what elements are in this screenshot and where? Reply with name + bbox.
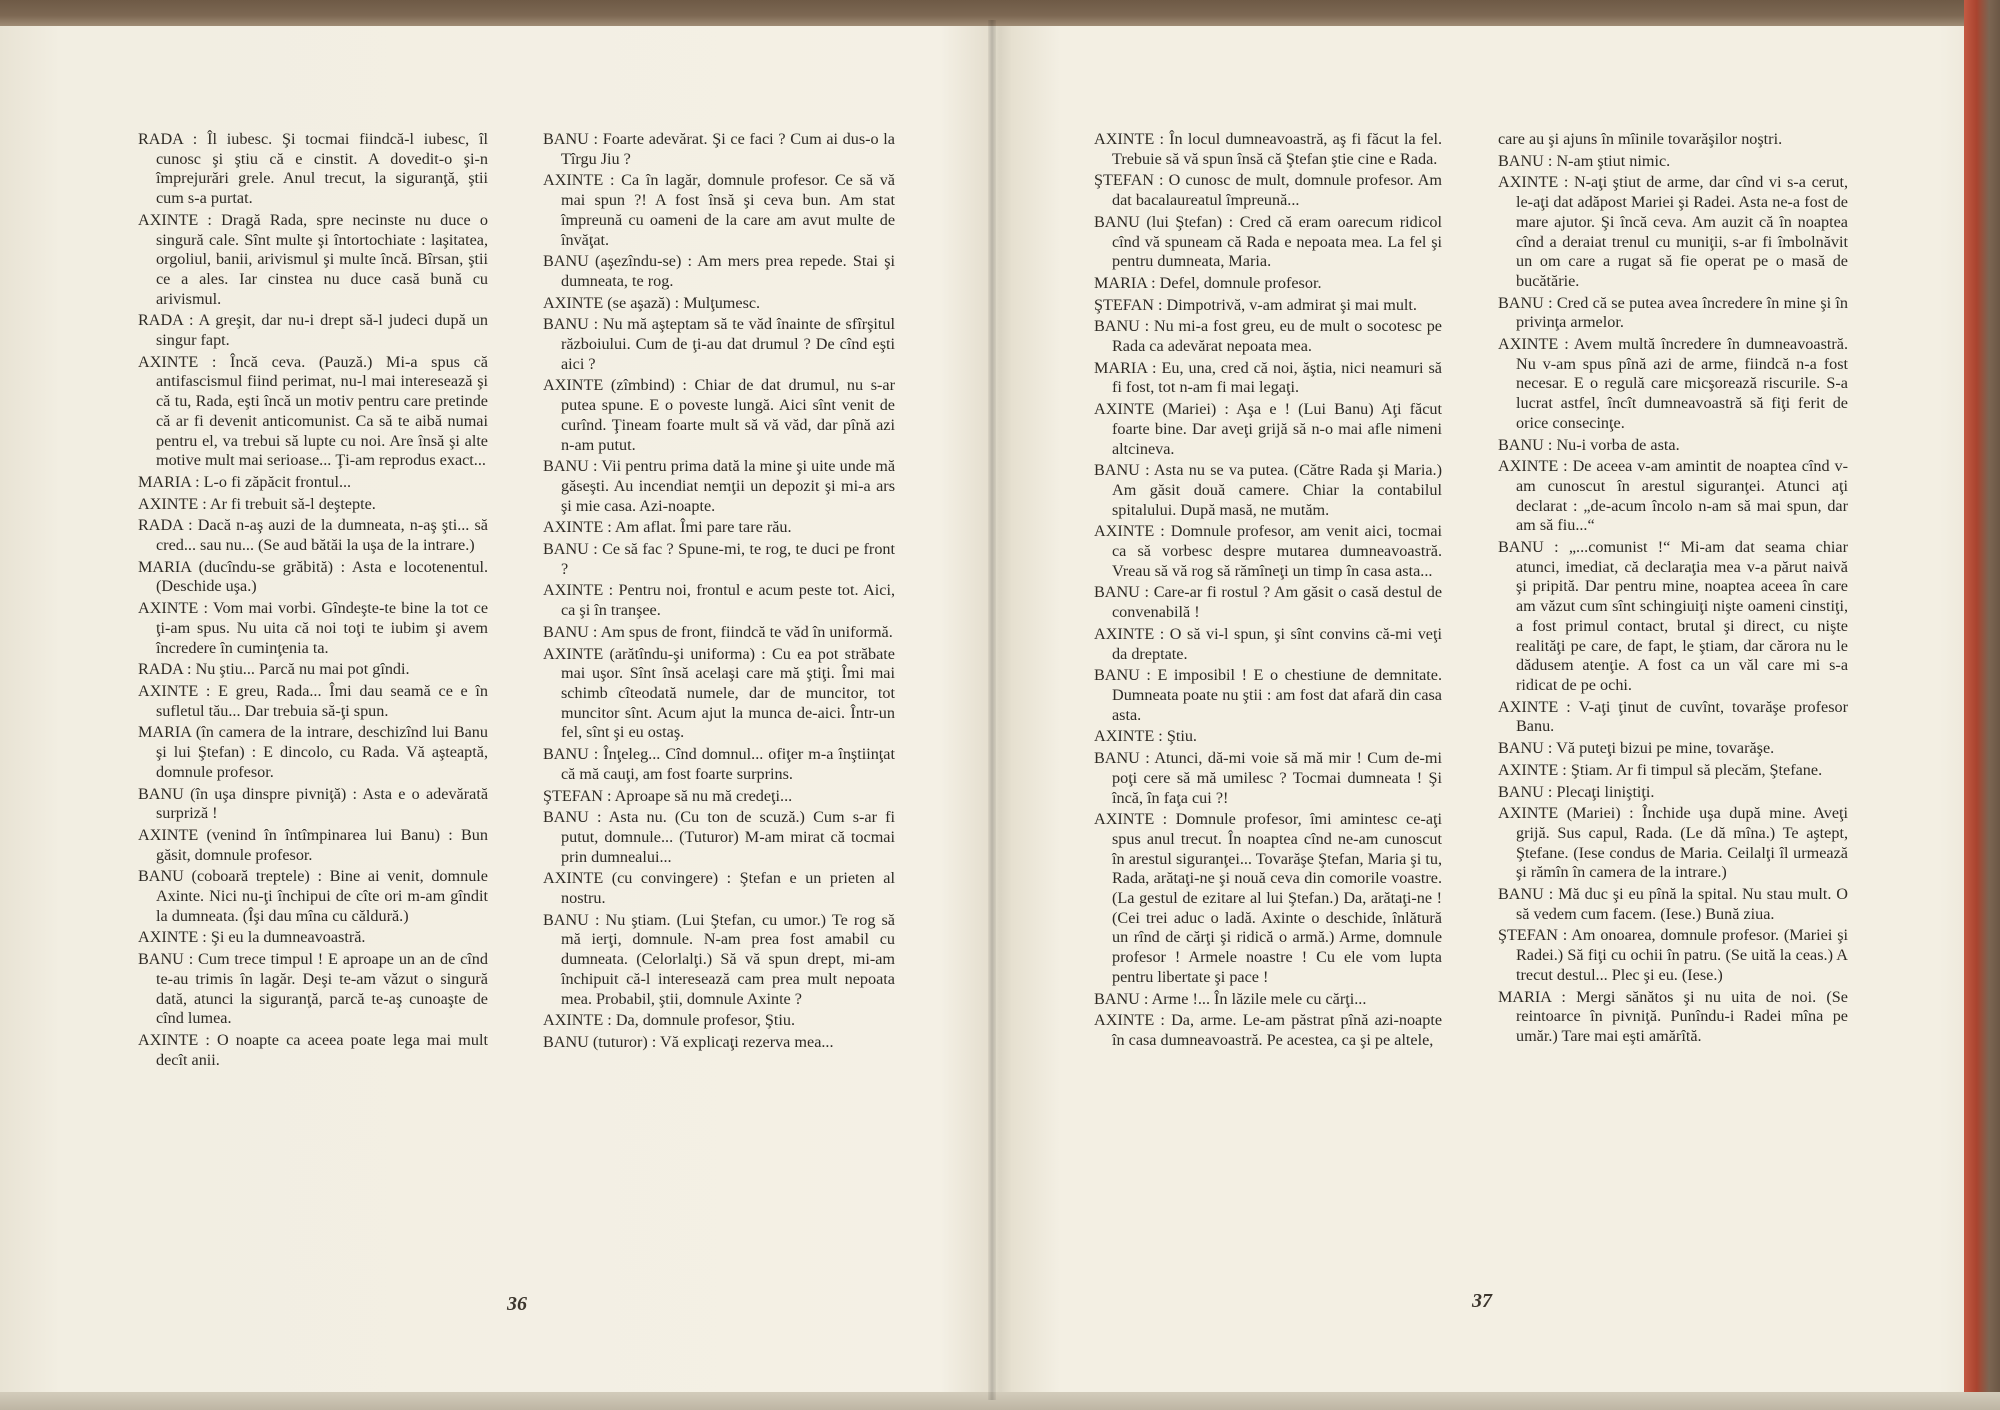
dialogue-paragraph: BANU : Mă duc şi eu pînă la spital. Nu stau mult. O să vedem cum facem. (Iese.) Bună ziua.: [1498, 885, 1848, 923]
dialogue-paragraph: BANU : „...comunist !“ Mi-am dat seama chiar atunci, imediat, că declaraţia mea v-a părut naivă şi pripită. Dar pentru mine, noaptea aceea în care am văzut cum sînt schingiuiţi nişte oameni cinstiţi, a fost primul contact, brutal şi direct, cu nişte realităţi pe care, de fapt, le ştiam, dar cărora nu le dădusem atenţie. A fost ca un văl care mi s-a ridicat de pe ochi.: [1498, 538, 1848, 694]
dialogue-paragraph: AXINTE (venind în întîmpinarea lui Banu) : Bun găsit, domnule profesor.: [138, 825, 488, 864]
dialogue-paragraph: BANU : Nu-i vorba de asta.: [1498, 435, 1680, 454]
dialogue-paragraph: BANU (în uşa dinspre pivniţă) : Asta e o adevărată surpriză !: [138, 784, 488, 823]
page-number: 36: [507, 1293, 527, 1315]
dialogue-paragraph: ŞTEFAN : Dimpotrivă, v-am admirat şi mai mult.: [1094, 295, 1417, 314]
dialogue-paragraph: RADA : Dacă n-aş auzi de la dumneata, n-aş şti... să cred... sau nu... (Se aud bătăi la uşa de la intrare.): [138, 516, 488, 555]
dialogue-paragraph: BANU : N-am ştiut nimic.: [1498, 151, 1671, 170]
dialogue-paragraph: AXINTE (Mariei) : Aşa e ! (Lui Banu) Aţi făcut foarte bine. Dar aveţi grijă să n-o mai afle nimeni altcineva.: [1094, 400, 1442, 458]
dialogue-paragraph: AXINTE : Vom mai vorbi. Gîndeşte-te bine la tot ce ţi-am spus. Nu uita că noi toţi te iubim şi avem încredere în cuminţenia ta.: [138, 599, 488, 657]
dialogue-paragraph: AXINTE : Domnule profesor, îmi amintesc ce-aţi spus anul trecut. În noaptea cînd ne-am cunoscut în arestul siguranţei... Tovarăşe Ştefan, Maria şi tu, Rada, arătaţi-ne şi nouă ceva din comorile voastre. (La gestul de ezitare al lui Ştefan.) Da, arătaţi-ne ! (Cei trei aduc o ladă. Axinte o deschide, înlătură un rînd de cărţi şi ridică o armă.) Arme, domnule profesor ! Armele noastre ! Cu ele vom lupta pentru libertate şi pace !: [1094, 810, 1442, 986]
dialogue-paragraph: BANU (tuturor) : Vă explicaţi rezerva mea...: [543, 1032, 834, 1051]
dialogue-paragraph: AXINTE : E greu, Rada... Îmi dau seamă ce e în sufletul tău... Dar trebuia să-ţi spun.: [138, 681, 488, 720]
dialogue-paragraph: BANU : Nu ştiam. (Lui Ştefan, cu umor.) Te rog să mă ierţi, domnule. N-am prea fost amabil cu dumneata. (Celorlalţi.) Să vă spun drept, mi-am închipuit că-l interesează cam prea mult nepoata mea. Probabil, ştii, domnule Axinte ?: [543, 910, 895, 1008]
dialogue-paragraph: AXINTE : Pentru noi, frontul e acum peste tot. Aici, ca şi în tranşee.: [543, 581, 895, 620]
dialogue-paragraph: MARIA (ducîndu-se grăbită) : Asta e locotenentul. (Deschide uşa.): [138, 557, 488, 596]
dialogue-paragraph: AXINTE : N-aţi ştiut de arme, dar cînd vi s-a cerut, le-aţi dat adăpost Mariei şi Radei. Asta ne-a fost de mare ajutor. Şi încă ceva. Am auzit că în noaptea cînd a deraiat trenul cu muniţii, s-ar fi îmbolnăvit un om care a rugat să fie operat pe o masă de bucătărie.: [1498, 173, 1848, 290]
dialogue-paragraph: AXINTE (arătîndu-şi uniforma) : Cu ea pot străbate mai uşor. Sînt însă acelaşi care mă ştiţi. Îmi mai schimb cîteodată numele, dar de muncitor, tot muncitor sînt. Acum ajut la munca de-aici. Într-un fel, sînt şi eu ostaş.: [543, 644, 895, 742]
dialogue-paragraph: AXINTE : Avem multă încredere în dumneavoastră. Nu v-am spus pînă azi de arme, fiindcă n-a fost necesar. E o regulă care micşorează riscurile. S-a lucrat astfel, încît dumneavoastră să fiţi ferit de orice consecinţe.: [1498, 335, 1848, 432]
dialogue-paragraph: care au şi ajuns în mîinile tovarăşilor noştri.: [1498, 130, 1783, 148]
dialogue-paragraph: AXINTE : Ştiam. Ar fi timpul să plecăm, Ştefane.: [1498, 760, 1823, 779]
dialogue-paragraph: AXINTE : Ştiu.: [1094, 727, 1197, 746]
book-cover-edge-right: [1964, 0, 2000, 1410]
dialogue-paragraph: BANU : Care-ar fi rostul ? Am găsit o casă destul de convenabilă !: [1094, 583, 1442, 622]
dialogue-paragraph: MARIA (în camera de la intrare, deschizînd lui Banu şi lui Ştefan) : E dincolo, cu Rada. Vă aşteaptă, domnule profesor.: [138, 723, 488, 781]
dialogue-paragraph: AXINTE : Dragă Rada, spre necinste nu duce o singură cale. Sînt multe şi întortochiate : laşitatea, orgoliul, banii, arivismul şi multe încă. Bîrsan, ştii ce a ales. Iar cinstea nu duce casă bună cu arivismul.: [138, 210, 488, 308]
dialogue-paragraph: BANU : Înţeleg... Cînd domnul... ofiţer m-a înştiinţat că mă cauţi, am fost foarte surprins.: [543, 745, 895, 783]
dialogue-paragraph: AXINTE : Încă ceva. (Pauză.) Mi-a spus că antifascismul fiind perimat, nu-l mai interesează şi că tu, Rada, eşti încă un motiv pentru care pretinde că ar fi devenit anticomunist. Ca să te aibă numai pentru el, va trebui să lupte cu noi. Are însă şi alte motive mult mai serioase... Ţi-am reprodus exact...: [138, 352, 488, 470]
dialogue-paragraph: BANU : Vii pentru prima dată la mine şi uite unde mă găseşti. Au incendiat nemţii un depozit şi mi-a ars şi mie casa. Azi-noapte.: [543, 457, 895, 515]
dialogue-paragraph: BANU : Asta nu se va putea. (Către Rada şi Maria.) Am găsit două camere. Chiar la contabilul spitalului. După masă, ne mutăm.: [1094, 461, 1442, 519]
dialogue-paragraph: RADA : A greşit, dar nu-i drept să-l judeci după un singur fapt.: [138, 311, 488, 350]
dialogue-paragraph: BANU : Arme !... În lăzile mele cu cărţi...: [1094, 989, 1367, 1008]
dialogue-paragraph: BANU : Asta nu. (Cu ton de scuză.) Cum s-ar fi putut, domnule... (Tuturor) M-am mirat că tocmai prin dumnealui...: [543, 808, 895, 866]
page-number: 37: [1472, 1290, 1492, 1312]
dialogue-paragraph: AXINTE (Mariei) : Închide uşa după mine. Aveţi grijă. Sus capul, Rada. (Le dă mîna.) Te aştept, Ştefane. (Iese condus de Maria. Ceilalţi îl urmează şi rămîn în camera de la intrare.): [1498, 804, 1848, 882]
dialogue-paragraph: ŞTEFAN : Aproape să nu mă credeţi...: [543, 786, 793, 805]
dialogue-paragraph: AXINTE : Ca în lagăr, domnule profesor. Ce să vă mai spun ?! A fost însă şi ceva bun. Am stat împreună cu oameni de la care am avut multe de învăţat.: [543, 171, 895, 249]
book-gutter: [988, 20, 996, 1400]
dialogue-paragraph: MARIA : L-o fi zăpăcit frontul...: [138, 472, 352, 491]
dialogue-paragraph: BANU : Vă puteţi bizui pe mine, tovarăşe.: [1498, 739, 1775, 758]
dialogue-paragraph: AXINTE : V-aţi ţinut de cuvînt, tovarăşe profesor Banu.: [1498, 697, 1848, 736]
dialogue-paragraph: BANU (lui Ştefan) : Cred că eram oarecum ridicol cînd vă spuneam că Rada e nepoata mea. La fel şi pentru dumneata, Maria.: [1094, 212, 1442, 271]
dialogue-paragraph: BANU (coboară treptele) : Bine ai venit, domnule Axinte. Nici nu-ţi închipui de cîte ori m-am gîndit la dumneata. (Îşi dau mîna cu căldură.): [138, 867, 488, 925]
dialogue-paragraph: BANU : Cred că se putea avea încredere în mine şi în privinţa armelor.: [1498, 293, 1848, 332]
dialogue-paragraph: ŞTEFAN : Am onoarea, domnule profesor. (Mariei şi Radei.) Să fiţi cu ochii în patru. (Se uită la ceas.) A trecut destul... Plec şi eu. (Iese.): [1498, 926, 1848, 984]
dialogue-paragraph: AXINTE : Am aflat. Îmi pare tare rău.: [543, 518, 792, 537]
dialogue-paragraph: AXINTE : Şi eu la dumneavoastră.: [138, 928, 366, 947]
dialogue-paragraph: AXINTE (se aşază) : Mulţumesc.: [543, 293, 761, 312]
right-page-column-2: [1498, 130, 1848, 1049]
dialogue-paragraph: AXINTE : O noapte ca aceea poate lega mai mult decît anii.: [138, 1030, 488, 1069]
dialogue-paragraph: RADA : Îl iubesc. Şi tocmai fiindcă-l iubesc, îl cunosc şi ştiu că e cinstit. A dovedit-o şi-n împrejurări grele. Anul trecut, la siguranţă, ştii cum s-a purtat.: [138, 130, 488, 208]
dialogue-paragraph: BANU : Cum trece timpul ! E aproape un an de cînd te-au trimis în lagăr. Deşi te-am văzut o singură dată, atunci la siguranţă, parcă te-aş cunoaşte de cînd lumea.: [138, 950, 488, 1028]
dialogue-paragraph: BANU : Ce să fac ? Spune-mi, te rog, te duci pe front ?: [543, 540, 895, 578]
left-page-column-2: [543, 130, 895, 1055]
dialogue-paragraph: BANU : Atunci, dă-mi voie să mă mir ! Cum de-mi poţi cere să mă umilesc ? Tocmai dumneata ! Şi încă, în faţa cui ?!: [1094, 749, 1442, 807]
left-page-column-1: [138, 130, 488, 1072]
right-page-column-1: [1094, 130, 1442, 1053]
dialogue-paragraph: ŞTEFAN : O cunosc de mult, domnule profesor. Am dat bacalaureatul împreună...: [1094, 171, 1442, 210]
dialogue-paragraph: AXINTE : De aceea v-am amintit de noaptea cînd v-am cunoscut în arestul siguranţei. Atunci aţi declarat : „de-acum încolo n-am să mai spun, dar am să fiu...“: [1498, 457, 1848, 535]
dialogue-paragraph: AXINTE : Da, arme. Le-am păstrat pînă azi-noapte în casa dumneavoastră. Pe acestea, ca şi pe altele,: [1094, 1011, 1442, 1049]
book-page-edge-bottom: [0, 1392, 2000, 1410]
dialogue-paragraph: AXINTE (zîmbind) : Chiar de dat drumul, nu s-ar putea spune. E o poveste lungă. Aici sînt venit de curînd. Ţineam foarte mult să vă văd, dar pînă azi n-am putut.: [543, 376, 895, 454]
dialogue-paragraph: BANU : Nu mă aşteptam să te văd înainte de sfîrşitul războiului. Cum de ţi-au dat drumul ? De cînd eşti aici ?: [543, 315, 895, 373]
dialogue-paragraph: MARIA : Eu, una, cred că noi, ăştia, nici neamuri să fi fost, tot n-am fi mai legaţi.: [1094, 358, 1442, 397]
dialogue-paragraph: AXINTE (cu convingere) : Ştefan e un prieten al nostru.: [543, 869, 895, 908]
dialogue-paragraph: MARIA : Defel, domnule profesor.: [1094, 273, 1322, 292]
dialogue-paragraph: AXINTE : În locul dumneavoastră, aş fi făcut la fel. Trebuie să vă spun însă că Ştefan ştie cine e Rada.: [1094, 130, 1442, 168]
dialogue-paragraph: AXINTE : Da, domnule profesor, Ştiu.: [543, 1011, 796, 1030]
dialogue-paragraph: RADA : Nu ştiu... Parcă nu mai pot gîndi.: [138, 660, 410, 679]
dialogue-paragraph: AXINTE : Ar fi trebuit să-l deştepte.: [138, 494, 376, 513]
dialogue-paragraph: BANU : Plecaţi liniştiţi.: [1498, 782, 1655, 801]
dialogue-paragraph: BANU : Nu mi-a fost greu, eu de mult o socotesc pe Rada ca adevărat nepoata mea.: [1094, 317, 1442, 356]
book-cover-edge-top: [0, 0, 2000, 26]
dialogue-paragraph: BANU : E imposibil ! E o chestiune de demnitate. Dumneata poate nu ştii : am fost dat afară din casa asta.: [1094, 666, 1442, 724]
dialogue-paragraph: BANU : Foarte adevărat. Şi ce faci ? Cum ai dus-o la Tîrgu Jiu ?: [543, 130, 895, 168]
dialogue-paragraph: AXINTE : O să vi-l spun, şi sînt convins că-mi veţi da dreptate.: [1094, 624, 1442, 663]
dialogue-paragraph: BANU : Am spus de front, fiindcă te văd în uniformă.: [543, 622, 893, 641]
dialogue-paragraph: BANU (aşezîndu-se) : Am mers prea repede. Stai şi dumneata, te rog.: [543, 252, 895, 290]
dialogue-paragraph: AXINTE : Domnule profesor, am venit aici, tocmai ca să vorbesc despre mutarea dumneavoastră. Vreau să vă rog să rămîneţi un timp în casa asta...: [1094, 522, 1442, 580]
dialogue-paragraph: MARIA : Mergi sănătos şi nu uita de noi. (Se reintoarce în pivniţă. Punîndu-i Radei mîna pe umăr.) Tare mai eşti amărîtă.: [1498, 987, 1848, 1045]
